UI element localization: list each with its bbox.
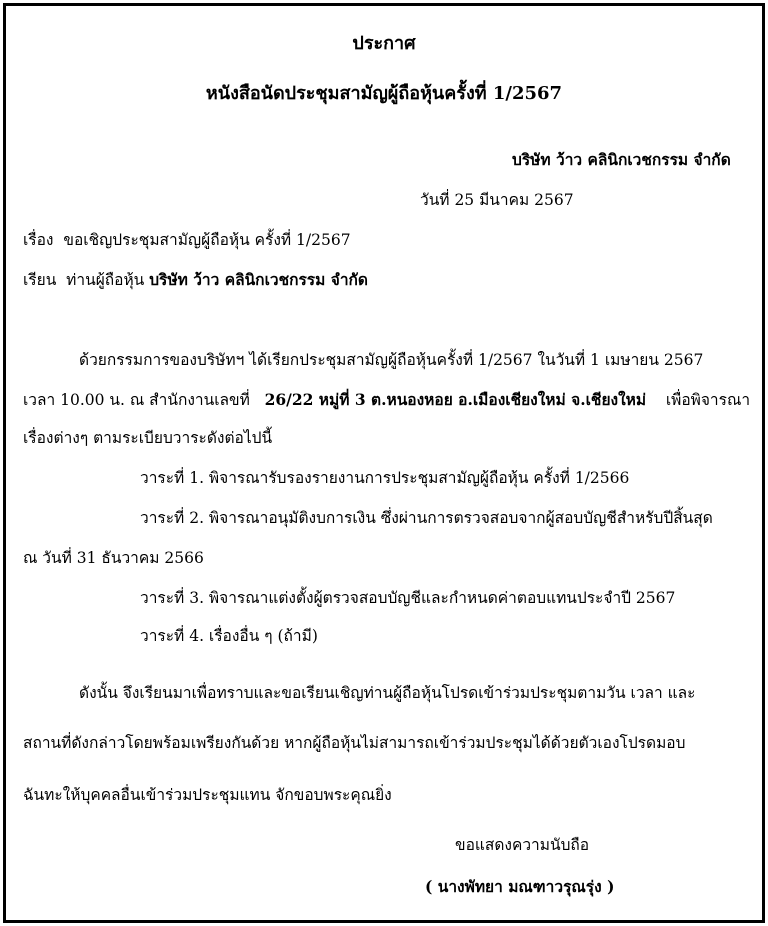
agenda-item-2: วาระที่ 2. พิจารณาอนุมัติงบการเงิน ซึ่งผ่านการตรวจสอบจากผู้สอบบัญชีสำหรับปีสิ้นสุด xyxy=(140,509,713,527)
company-name: บริษัท ว้าว คลินิกเวชกรรม จำกัด xyxy=(512,150,731,169)
body-paragraph-1-line-2 xyxy=(23,390,750,410)
body-paragraph-1-line-3: เรื่องต่างๆ ตามระเบียบวาระดังต่อไปนี้ xyxy=(23,429,273,447)
subject-text: ขอเชิญประชุมสามัญผู้ถือหุ้น ครั้งที่ 1/2567 xyxy=(63,231,351,249)
meeting-time-text: เวลา 10.00 น. ณ สำนักงานเลขที่ xyxy=(23,391,250,409)
agenda-item-3: วาระที่ 3. พิจารณาแต่งตั้งผู้ตรวจสอบบัญชีและกำหนดค่าตอบแทนประจำปี 2567 xyxy=(140,589,676,607)
recipient-text: ท่านผู้ถือหุ้น xyxy=(66,271,145,289)
body-paragraph-2-line-2: สถานที่ดังกล่าวโดยพร้อมเพรียงกันด้วย หากผู้ถือหุ้นไม่สามารถเข้าร่วมประชุมได้ด้วยตัวเองโปรดมอบ xyxy=(23,734,686,752)
body-paragraph-2-line-1: ดังนั้น จึงเรียนมาเพื่อทราบและขอเรียนเชิญท่านผู้ถือหุ้นโปรดเข้าร่วมประชุมตามวัน เวลา และ xyxy=(79,684,696,702)
subject-label: เรื่อง xyxy=(23,231,54,249)
body-paragraph-2-line-3: ฉันทะให้บุคคลอื่นเข้าร่วมประชุมแทน จักขอบพระคุณยิ่ง xyxy=(23,786,392,804)
meeting-address: 26/22 หมู่ที่ 3 ต.หนองหอย อ.เมืองเชียงใหม่ จ.เชียงใหม่ xyxy=(264,390,647,409)
signatory-name: ( นางพัทยา มณฑาวรุณรุ่ง ) xyxy=(425,877,615,896)
page-subtitle: หนังสือนัดประชุมสามัญผู้ถือหุ้นครั้งที่ 1/2567 xyxy=(205,83,563,104)
agenda-item-4: วาระที่ 4. เรื่องอื่น ๆ (ถ้ามี) xyxy=(140,627,318,645)
agenda-item-2-continued: ณ วันที่ 31 ธันวาคม 2566 xyxy=(23,549,204,567)
subject-line xyxy=(23,230,351,250)
recipient-label: เรียน xyxy=(23,271,57,289)
agenda-item-1: วาระที่ 1. พิจารณารับรองรายงานการประชุมสามัญผู้ถือหุ้น ครั้งที่ 1/2566 xyxy=(140,469,630,487)
recipient-line xyxy=(23,270,368,290)
body-paragraph-1-line-1: ด้วยกรรมการของบริษัทฯ ได้เรียกประชุมสามัญผู้ถือหุ้นครั้งที่ 1/2567 ในวันที่ 1 เมษายน 2567 xyxy=(79,351,704,369)
page-title: ประกาศ xyxy=(352,33,416,54)
meeting-purpose-text: เพื่อพิจารณา xyxy=(665,391,751,409)
document-date: วันที่ 25 มีนาคม 2567 xyxy=(420,191,574,209)
closing-salutation: ขอแสดงความนับถือ xyxy=(455,836,590,854)
recipient-company: บริษัท ว้าว คลินิกเวชกรรม จำกัด xyxy=(149,270,368,289)
